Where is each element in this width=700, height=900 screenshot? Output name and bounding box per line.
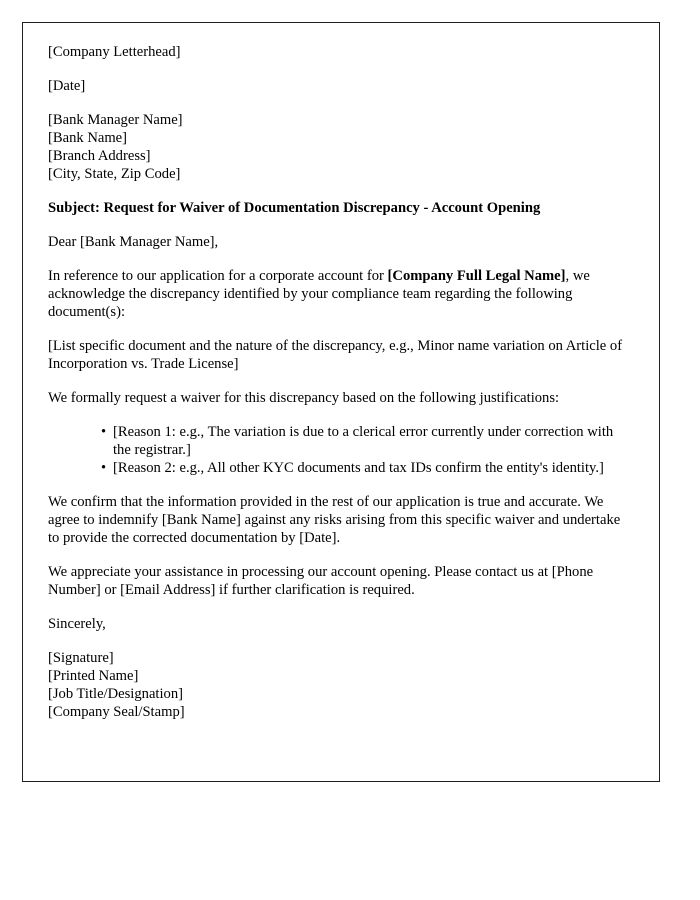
list-item: [101, 459, 631, 477]
recipient-line-bank-name: [Bank Name]: [48, 130, 128, 146]
paragraph-1-before-bold: In reference to our application for a corporate account for: [48, 268, 388, 284]
paragraph-1-after-bold: , we acknowledge the discrepancy identified by your compliance team regarding the following document(s):: [48, 268, 590, 320]
bullet-icon: •: [101, 460, 107, 476]
closing-salutation: Sincerely,: [48, 616, 106, 632]
recipient-address-block: [48, 111, 631, 183]
letterhead-block: [48, 43, 631, 61]
bullet-icon: •: [101, 424, 107, 440]
signature-line-signature: [Signature]: [48, 650, 114, 666]
list-item: [101, 423, 631, 459]
paragraph-confirmation-indemnity: We confirm that the information provided in the rest of our application is true and accurate. We agree to indemnify [Bank Name] against any risks arising from this specific waiver and undertake to provide the corrected documentation by [Date].: [48, 494, 621, 546]
justification-reason-2: [Reason 2: e.g., All other KYC documents and tax IDs confirm the entity's identity.]: [113, 460, 604, 476]
date-line: [Date]: [48, 78, 86, 94]
paragraph-discrepancy-details: [List specific document and the nature of the discrepancy, e.g., Minor name variation on Article of Incorporation vs. Trade License]: [48, 338, 623, 372]
subject-line: Subject: Request for Waiver of Documentation Discrepancy - Account Opening: [48, 200, 541, 216]
letterhead-line: [Company Letterhead]: [48, 44, 181, 60]
signature-block: [48, 649, 631, 721]
recipient-line-city-state-zip: [City, State, Zip Code]: [48, 166, 181, 182]
signature-line-company-seal: [Company Seal/Stamp]: [48, 704, 185, 720]
paragraph-waiver-request: We formally request a waiver for this discrepancy based on the following justifications:: [48, 390, 560, 406]
justification-reason-1: [Reason 1: e.g., The variation is due to a clerical error currently under correction with the registrar.]: [113, 424, 614, 458]
company-legal-name-placeholder: [Company Full Legal Name]: [387, 268, 566, 284]
letter-body: [23, 23, 659, 721]
signature-line-printed-name: [Printed Name]: [48, 668, 139, 684]
paragraph-reference-application: [48, 267, 631, 321]
justification-list: [48, 423, 631, 477]
paragraph-contact-appreciation: We appreciate your assistance in processing our account opening. Please contact us at [Phone Number] or [Email Address] if further clarification is required.: [48, 564, 594, 598]
document-page-frame: [22, 22, 660, 782]
salutation: Dear [Bank Manager Name],: [48, 234, 219, 250]
signature-line-job-title: [Job Title/Designation]: [48, 686, 183, 702]
date-block: [48, 77, 631, 95]
recipient-line-branch-address: [Branch Address]: [48, 148, 151, 164]
recipient-line-bank-manager: [Bank Manager Name]: [48, 112, 183, 128]
